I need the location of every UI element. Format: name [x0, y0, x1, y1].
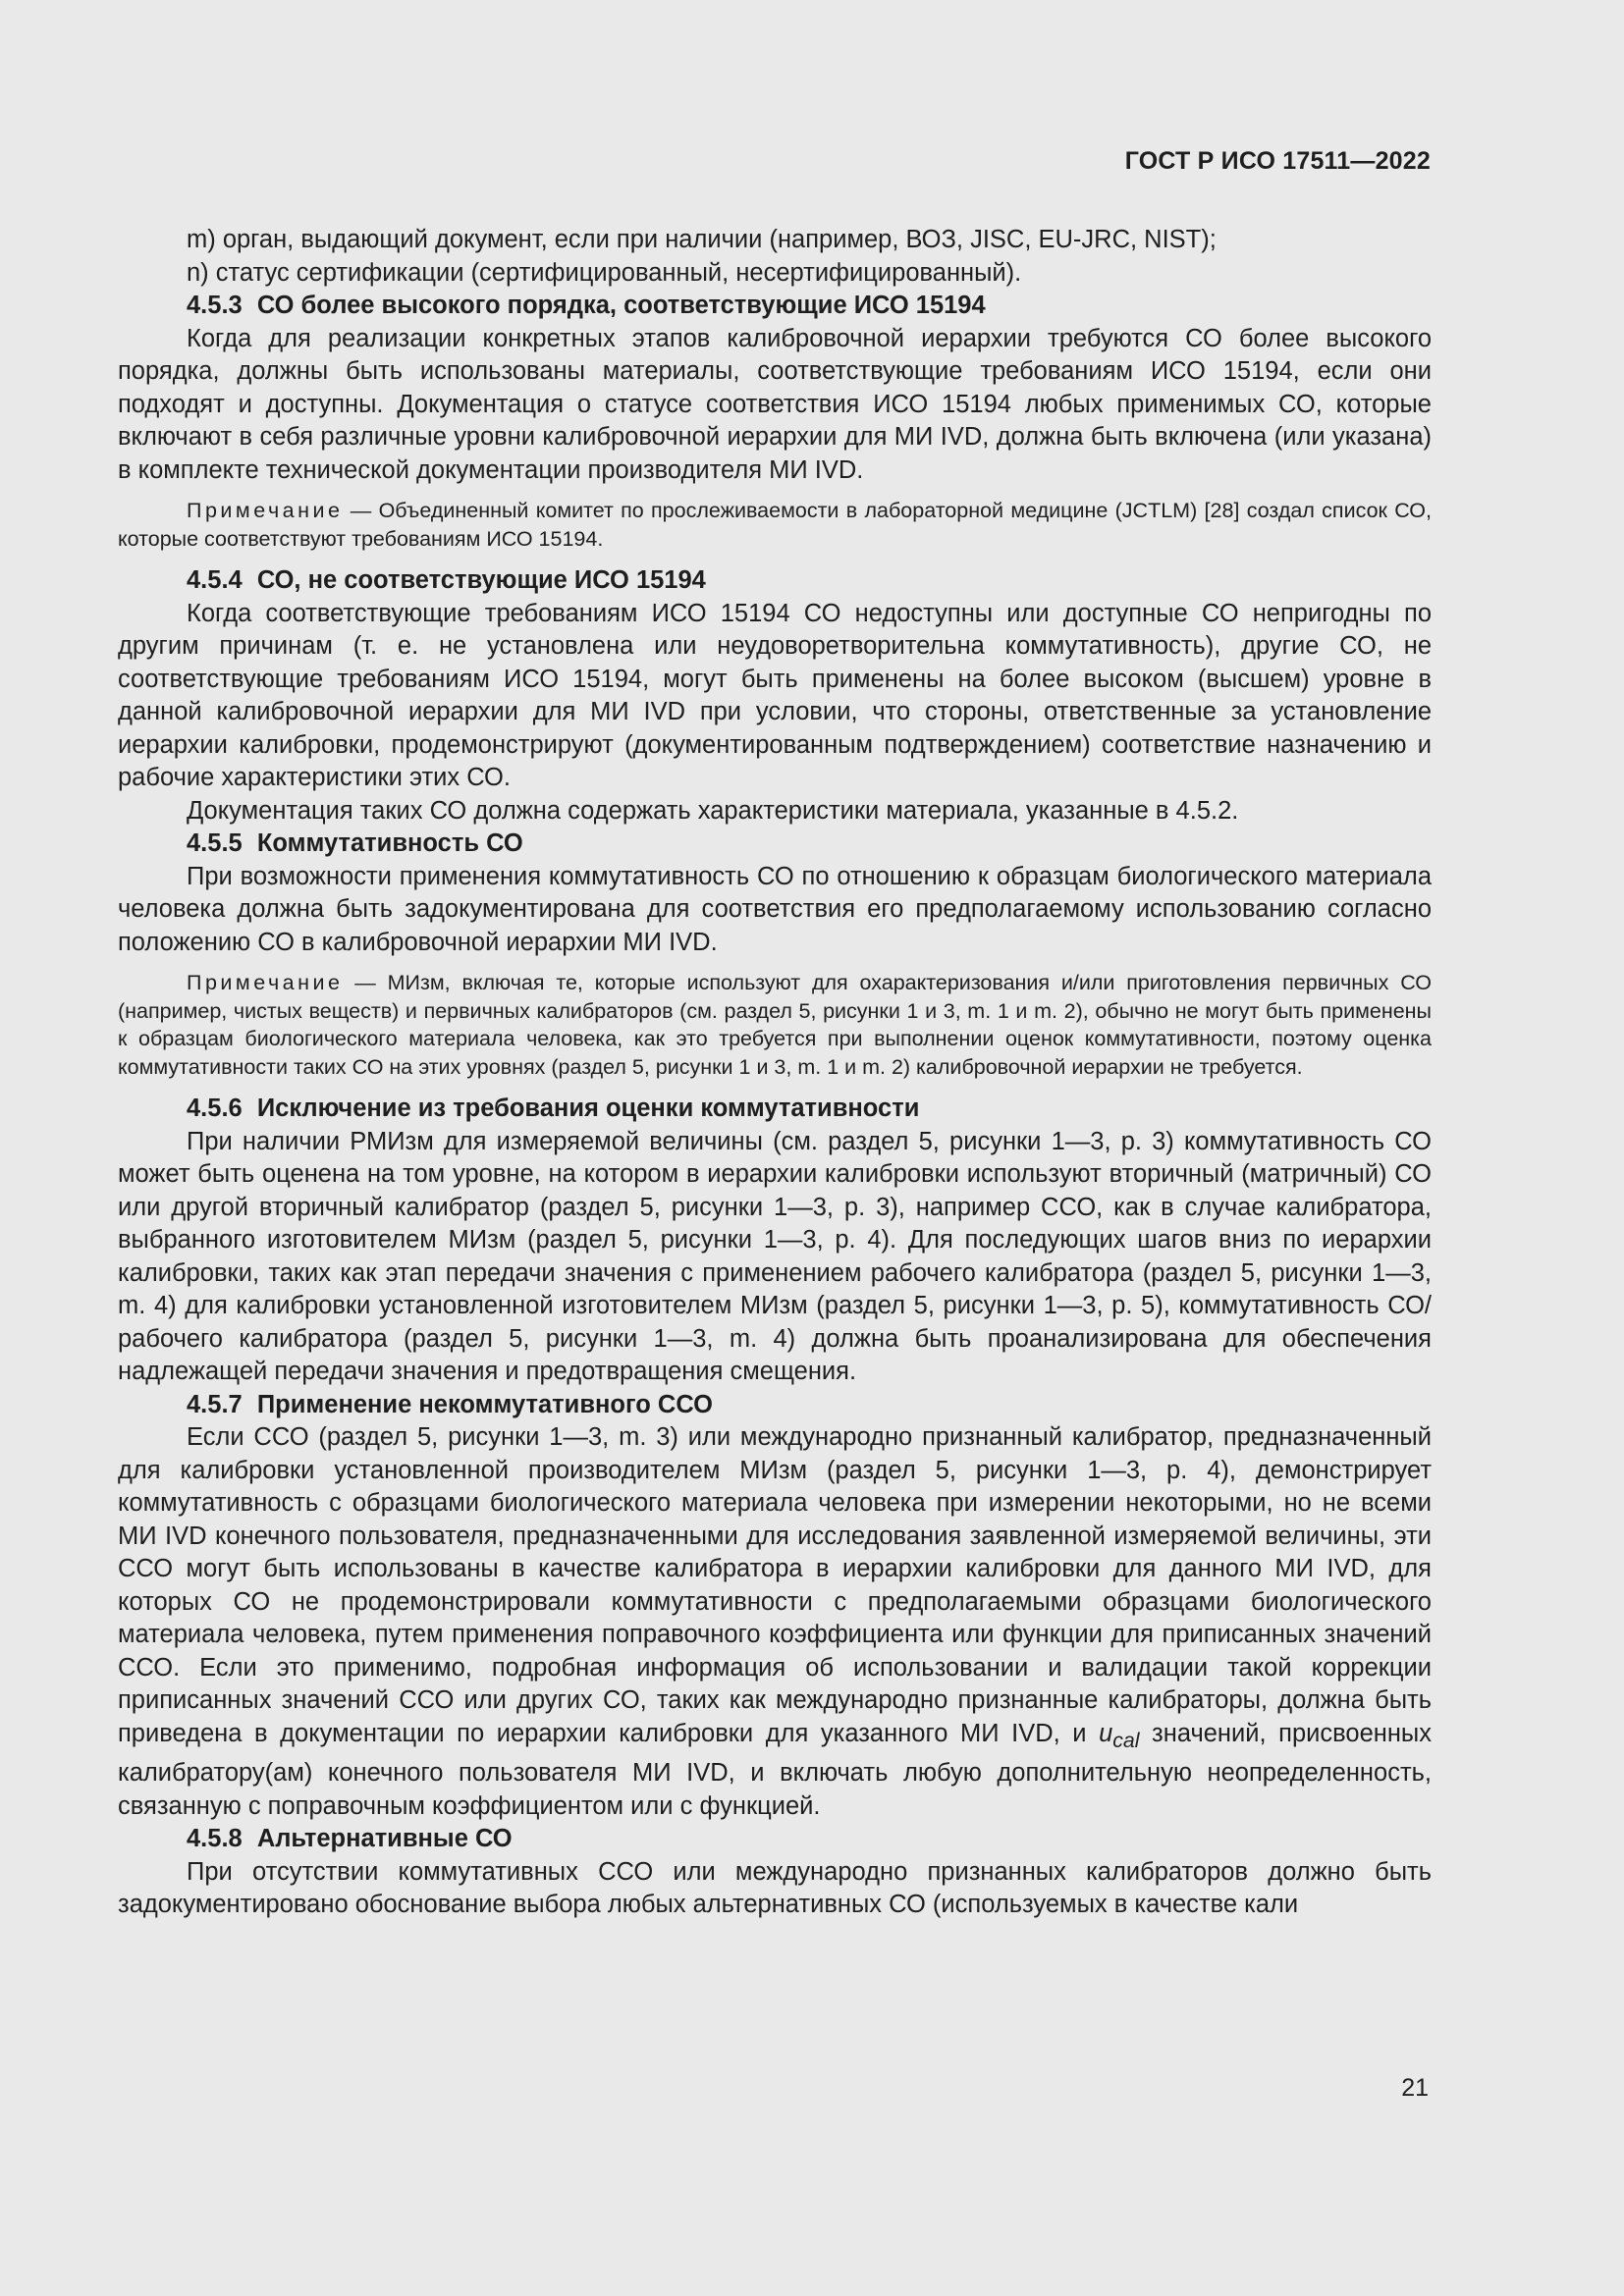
section-number: 4.5.5 — [187, 829, 243, 857]
section-number: 4.5.3 — [187, 292, 243, 319]
list-item-m: m) орган, выдающий документ, если при наличии (например, ВОЗ, JISC, EU-JRC, NIST); — [187, 226, 1217, 253]
paragraph: При возможности применения коммутативность СО по отношению к образцам биологического материала человека должна быть задокументирована для соответствия его предполагаемому использованию согласно положению СО в калибровочной иерархии МИ IVD. — [118, 862, 1432, 956]
section-title: Исключение из требования оценки коммутативности — [256, 1095, 920, 1122]
section-heading-4-5-6 — [118, 1093, 1432, 1126]
section-number: 4.5.7 — [187, 1390, 243, 1418]
paragraph: Когда соответствующие требованиям ИСО 15194 СО недоступны или доступные СО непригодны по другим причинам (т. е. не установлена или неудоворетворительна коммутативность), другие СО, не соответствующие требованиям ИСО 15194, могут быть применены на более высоком (высшем) уровне в данной калибровочной иерархии для МИ IVD при условии, что стороны, ответственные за установление иерархии калибровки, продемонстрируют (документированным подтверждением) соответствие назначению и рабочие характеристики этих СО. — [118, 599, 1432, 791]
section-heading-4-5-4 — [118, 564, 1432, 598]
note-label: Примечание — [187, 971, 344, 994]
note-label: Примечание — [187, 499, 344, 522]
section-title: Коммутативность СО — [256, 829, 523, 857]
section-number: 4.5.6 — [187, 1095, 243, 1122]
document-header: ГОСТ Р ИСО 17511—2022 — [1124, 147, 1431, 175]
uncertainty-subscript: cal — [1112, 1728, 1140, 1752]
list-item-n: n) статус сертификации (сертифицированный, несертифицированный). — [187, 258, 1022, 287]
section-heading-4-5-8 — [118, 1823, 1432, 1856]
document-body — [118, 224, 1432, 1922]
section-title: СО, не соответствующие ИСО 15194 — [256, 566, 706, 594]
paragraph: При наличии РМИзм для измеряемой величины (см. раздел 5, рисунки 1—3, р. 3) коммутативность СО может быть оценена на том уровне, на котором в иерархии калибровки используют вторичный (матричный) СО или другой вторичный калибратор (раздел 5, рисунки 1—3, р. 3), например ССО, как в случае калибратора, выбранного изготовителем МИзм (раздел 5, рисунки 1—3, р. 4). Для последующих шагов вниз по иерархии калибровки, таких как этап передачи значения с применением рабочего калибратора (раздел 5, рисунки 1—3, m. 4) для калибровки установленной изготовителем МИзм (раздел 5, рисунки 1—3, р. 5), коммутативность СО/рабочего калибратора (раздел 5, рисунки 1—3, m. 4) должна быть проанализирована для обеспечения надлежащей передачи значения и предотвращения смещения. — [118, 1127, 1432, 1385]
note-text: — Объединенный комитет по прослеживаемости в лабораторной медицине (JCTLM) [28] создал список СО, которые соответствуют требованиям ИСО 15194. — [118, 499, 1432, 551]
section-heading-4-5-7 — [118, 1389, 1432, 1422]
paragraph — [118, 1421, 1432, 1823]
section-number: 4.5.8 — [187, 1825, 243, 1853]
note — [118, 969, 1432, 1081]
section-heading-4-5-3 — [118, 290, 1432, 323]
page-number: 21 — [1401, 2074, 1429, 2102]
paragraph: Когда для реализации конкретных этапов калибровочной иерархии требуются СО более высокого порядка, должны быть использованы материалы, соответствующие требованиям ИСО 15194, если они подходят и доступны. Документация о статусе соответствия ИСО 15194 любых применимых СО, которые включают в себя различные уровни калибровочной иерархии для МИ IVD, должна быть включена (или указана) в комплекте технической документации производителя МИ IVD. — [118, 324, 1432, 484]
note-text: — МИзм, включая те, которые используют для охарактеризования и/или приготовления первичных СО (например, чистых веществ) и первичных калибраторов (см. раздел 5, рисунки 1 и 3, m. 1 и m. 2), обычно не могут быть применены к образцам биологического материала человека, как это требуется при выполнении оценок коммутативности, поэтому оценка коммутативности таких СО на этих уровнях (раздел 5, рисунки 1 и 3, m. 1 и m. 2) калибровочной иерархии не требуется. — [118, 971, 1432, 1079]
section-title: СО более высокого порядка, соответствующие ИСО 15194 — [256, 292, 986, 319]
paragraph: Документация таких СО должна содержать характеристики материала, указанные в 4.5.2. — [187, 796, 1239, 825]
section-title: Альтернативные СО — [256, 1825, 513, 1853]
uncertainty-symbol: u — [1099, 1719, 1113, 1747]
note — [118, 497, 1432, 553]
paragraph-text: Если ССО (раздел 5, рисунки 1—3, m. 3) или международно признанный калибратор, предназначенный для калибровки установленной производителем МИзм (раздел 5, рисунки 1—3, р. 4), демонстрирует коммутативность с образцами биологического материала человека при измерении некоторыми, но не всеми МИ IVD конечного пользователя, предназначенными для исследования заявленной измеряемой величины, эти ССО могут быть использованы в качестве калибратора в иерархии калибровки для данного МИ IVD, для которых СО не продемонстрировали коммутативности с предполагаемыми образцами биологического материала человека, путем применения поправочного коэффициента или функции для приписанных значений ССО. Если это применимо, подробная информация об использовании и валидации такой коррекции приписанных значений ССО или других СО, таких как международно признанные калибраторы, должна быть приведена в документации по иерархии калибровки для указанного МИ IVD, и — [118, 1423, 1432, 1747]
section-heading-4-5-5 — [118, 828, 1432, 861]
paragraph-text: значений, присвоенных калибратору(ам) конечного пользователя МИ IVD, и включать любую дополнительную неопределенность, связанную с поправочным коэффициентом или с функцией. — [118, 1719, 1432, 1820]
section-number: 4.5.4 — [187, 566, 243, 594]
section-title: Применение некоммутативного ССО — [256, 1390, 713, 1418]
paragraph: При отсутствии коммутативных ССО или международно признанных калибраторов должно быть задокументировано обоснование выбора любых альтернативных СО (используемых в качестве кали — [118, 1857, 1432, 1919]
